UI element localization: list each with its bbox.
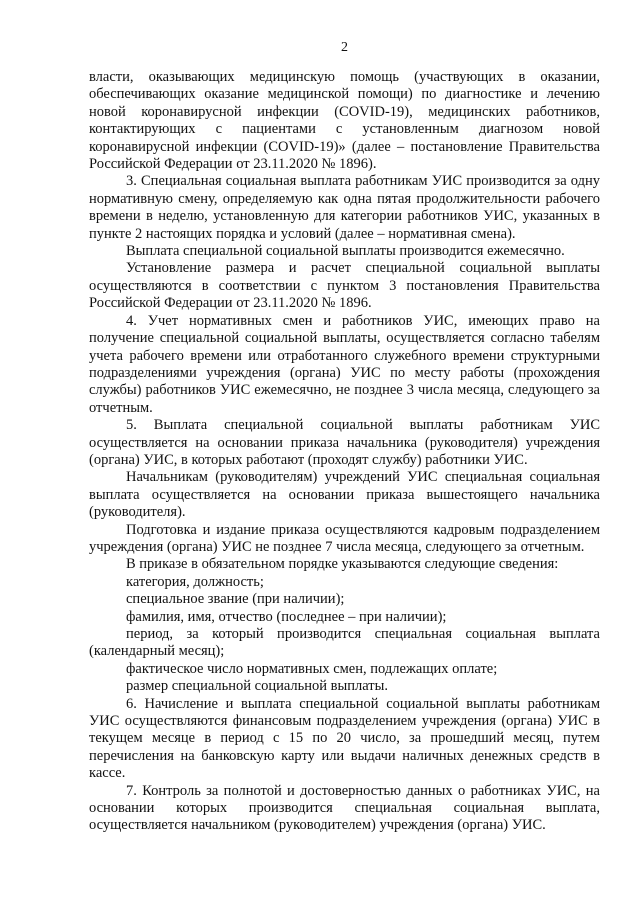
paragraph-1: власти, оказывающих медицинскую помощь (участвующих в оказании, обеспечивающих оказание медицинской помощи) по диагностике и лечению новой коронавирусной инфекции (COVID-19), медицинских работников, контактирующих с пациентами с установленным диагнозом новой коронавирусной инфекции (COVID-19)» (далее – постановление Правительства Российской Федерации от 23.11.2020 № 1896). bbox=[89, 69, 600, 173]
list-item-period: период, за который производится специальная социальная выплата (календарный месяц); bbox=[89, 626, 600, 660]
page-number: 2 bbox=[341, 40, 348, 55]
paragraph-5: 4. Учет нормативных смен и работников УИС, имеющих право на получение специальной социальной выплаты, осуществляется согласно табелям учета рабочего времени или отработанного служебного времени структурными подразделениями учреждения (органа) УИС по месту работы (прохождения службы) работников УИС ежемесячно, не позднее 3 числа месяца, следующего за отчетным. bbox=[89, 312, 600, 416]
list-item-rank: специальное звание (при наличии); bbox=[126, 591, 345, 608]
paragraph-7: Начальникам (руководителям) учреждений УИС специальная социальная выплата осуществляется на основании приказа вышестоящего начальника (руководителя). bbox=[89, 469, 600, 521]
paragraph-9: В приказе в обязательном порядке указываются следующие сведения: bbox=[126, 556, 559, 573]
list-item-category: категория, должность; bbox=[126, 573, 264, 590]
paragraph-6: 5. Выплата специальной социальной выплаты работникам УИС осуществляется на основании приказа начальника (руководителя) учреждения (органа) УИС, в которых работают (проходят службу) работники УИС. bbox=[89, 417, 600, 468]
paragraph-8: Подготовка и издание приказа осуществляются кадровым подразделением учреждения (органа) УИС не позднее 7 числа месяца, следующего за отчетным. bbox=[89, 521, 600, 555]
list-item-amount: размер специальной социальной выплаты. bbox=[126, 678, 389, 695]
paragraph-4: Установление размера и расчет специальной социальной выплаты осуществляются в соответствии с пунктом 3 постановления Правительства Российской Федерации от 23.11.2020 № 1896. bbox=[89, 260, 600, 312]
paragraph-3: Выплата специальной социальной выплаты производится ежемесячно. bbox=[126, 243, 565, 260]
list-item-shifts: фактическое число нормативных смен, подлежащих оплате; bbox=[126, 660, 498, 677]
paragraph-11: 7. Контроль за полнотой и достоверностью данных о работниках УИС, на основании которых производится специальная социальная выплата, осуществляется начальником (руководителем) учреждения (органа) УИС. bbox=[89, 782, 600, 834]
list-item-name: фамилия, имя, отчество (последнее – при наличии); bbox=[126, 608, 447, 625]
paragraph-2: 3. Специальная социальная выплата работникам УИС производится за одну нормативную смену, определяемую как одна пятая продолжительности рабочего времени в неделю, установленную для категории работников УИС, указанных в пункте 2 настоящих порядка и условий (далее – нормативная смена). bbox=[89, 173, 600, 242]
paragraph-10: 6. Начисление и выплата специальной социальной выплаты работникам УИС осуществляются финансовым подразделением учреждения (органа) УИС в текущем месяце в период с 15 по 20 число, за прошедший месяц, путем перечисления на банковскую карту или выдачи наличных денежных средств в кассе. bbox=[89, 695, 600, 782]
